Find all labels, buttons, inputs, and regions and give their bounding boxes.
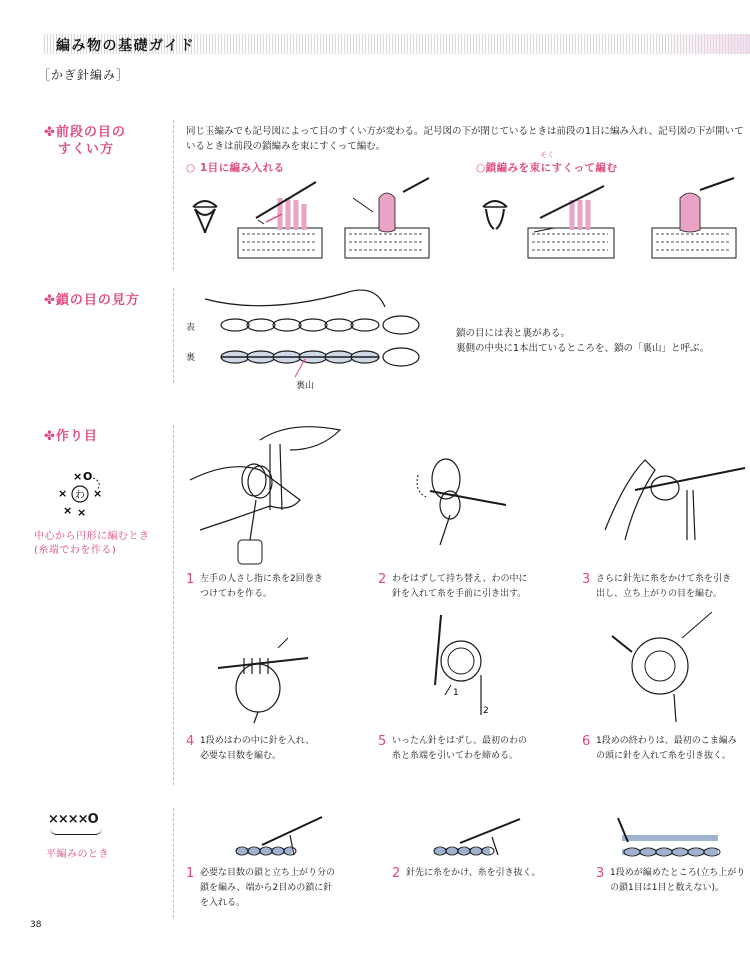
flat-step-1-caption: 1 必要な目数の鎖と立ち上がり分の 鎖を編み、端から2目めの鎖に針 を入れる。 [186,866,336,908]
page-title: 編み物の基礎ガイド [56,38,196,54]
clover-bullet-icon: ✤ [44,429,56,444]
page-number: 38 [30,920,42,930]
closed-puff-symbol-icon [190,195,220,240]
svg-text:×: × [73,470,83,483]
circle-bullet-icon: ○ [186,162,196,174]
step-4-caption: 4 1段めはわの中に針を入れ、 必要な目数を編む。 [186,734,315,761]
step3-illustration [595,440,745,550]
step6-illustration [612,612,732,722]
chain-back-label: 裏 [186,353,196,363]
section-subtitle: ［かぎ針編み］ [38,68,130,82]
step-2-caption: 2 わをはずして持ち替え、わの中に 針を入れて糸を手前に引き出す。 [378,572,528,599]
label-chain-bundle: ○鎖編みを束にすくって編む [476,162,618,174]
flat-symbols: ××××O [48,812,98,827]
chain-bump-label: 裏山 [296,381,315,391]
divider-2 [173,288,174,383]
flat-note: 平編みのとき [46,849,109,860]
open-puff-symbol-icon [480,195,510,240]
svg-text:×: × [63,504,73,517]
ring-center-label: わ [75,490,85,501]
flat-step2-illustration [430,815,520,865]
illustration-single-stitch-2 [343,178,431,260]
label-single-stitch: ○ 1目に編み入れる [186,162,285,174]
step5-arrow-label-2: 2 [483,706,489,716]
section-pickup-title: ✤前段の目の すくい方 [44,125,126,157]
ruby-annotation: そく [540,151,554,159]
section-chain-title: ✤鎖の目の見方 [44,293,140,308]
ring-note: 中心から円形に編むとき (糸端でわを作る) [34,531,150,556]
ring-diagram-icon [55,470,105,520]
divider-1 [173,120,174,270]
divider-3 [173,425,174,785]
svg-text:×: × [58,487,68,500]
header-band-fade [650,34,750,54]
step4-illustration [218,628,308,723]
illustration-chain-bundle-1 [526,178,616,260]
step5-illustration [425,615,515,730]
step1-illustration [190,420,340,565]
flat-symbols-chain-line [50,828,102,835]
step5-arrow-label-1: 1 [453,688,459,698]
flat-step-2-caption: 2 針先に糸をかけ、糸を引き抜く。 [392,866,541,881]
svg-text:O: O [83,470,93,483]
pickup-description: 同じ玉編みでも記号図によって目のすくい方が変わる。記号図の下が閉じているときは前段の1目に編み入れ、記号図の下が開いて いるときは前段の鎖編みを束にすくって編む。 [186,126,744,152]
illustration-chain-bundle-2 [650,178,738,260]
step2-illustration [410,435,510,555]
chain-description: 鎖の目には表と裏がある。 裏側の中央に1本出ているところを、鎖の「裏山」と呼ぶ。 [456,328,710,354]
flat-step-3-caption: 3 1段めが編めたところ(立ち上がり の鎖1目は1目と数えない)。 [596,866,746,893]
svg-text:×: × [93,487,103,500]
chain-front-label: 表 [186,323,196,333]
chain-illustration [205,285,435,385]
clover-bullet-icon: ✤ [44,293,56,308]
svg-text:×: × [77,506,87,519]
flat-step1-illustration [232,815,322,865]
clover-bullet-icon: ✤ [44,125,56,140]
illustration-single-stitch-1 [236,178,324,260]
step-1-caption: 1 左手の人さし指に糸を2回巻き つけてわを作る。 [186,572,323,599]
circle-bullet-icon: ○ [476,162,486,174]
section-foundation-title: ✤作り目 [44,429,98,444]
step-6-caption: 6 1段めの終わりは、最初のこま編み の頭に針を入れて糸を引き抜く。 [582,734,737,761]
flat-step3-illustration [618,812,728,867]
step-5-caption: 5 いったん針をはずし、最初のわの 糸と糸端を引いてわを締める。 [378,734,528,761]
step-3-caption: 3 さらに針先に糸をかけて糸を引き 出し、立ち上がりの目を編む。 [582,572,732,599]
divider-4 [173,808,174,918]
